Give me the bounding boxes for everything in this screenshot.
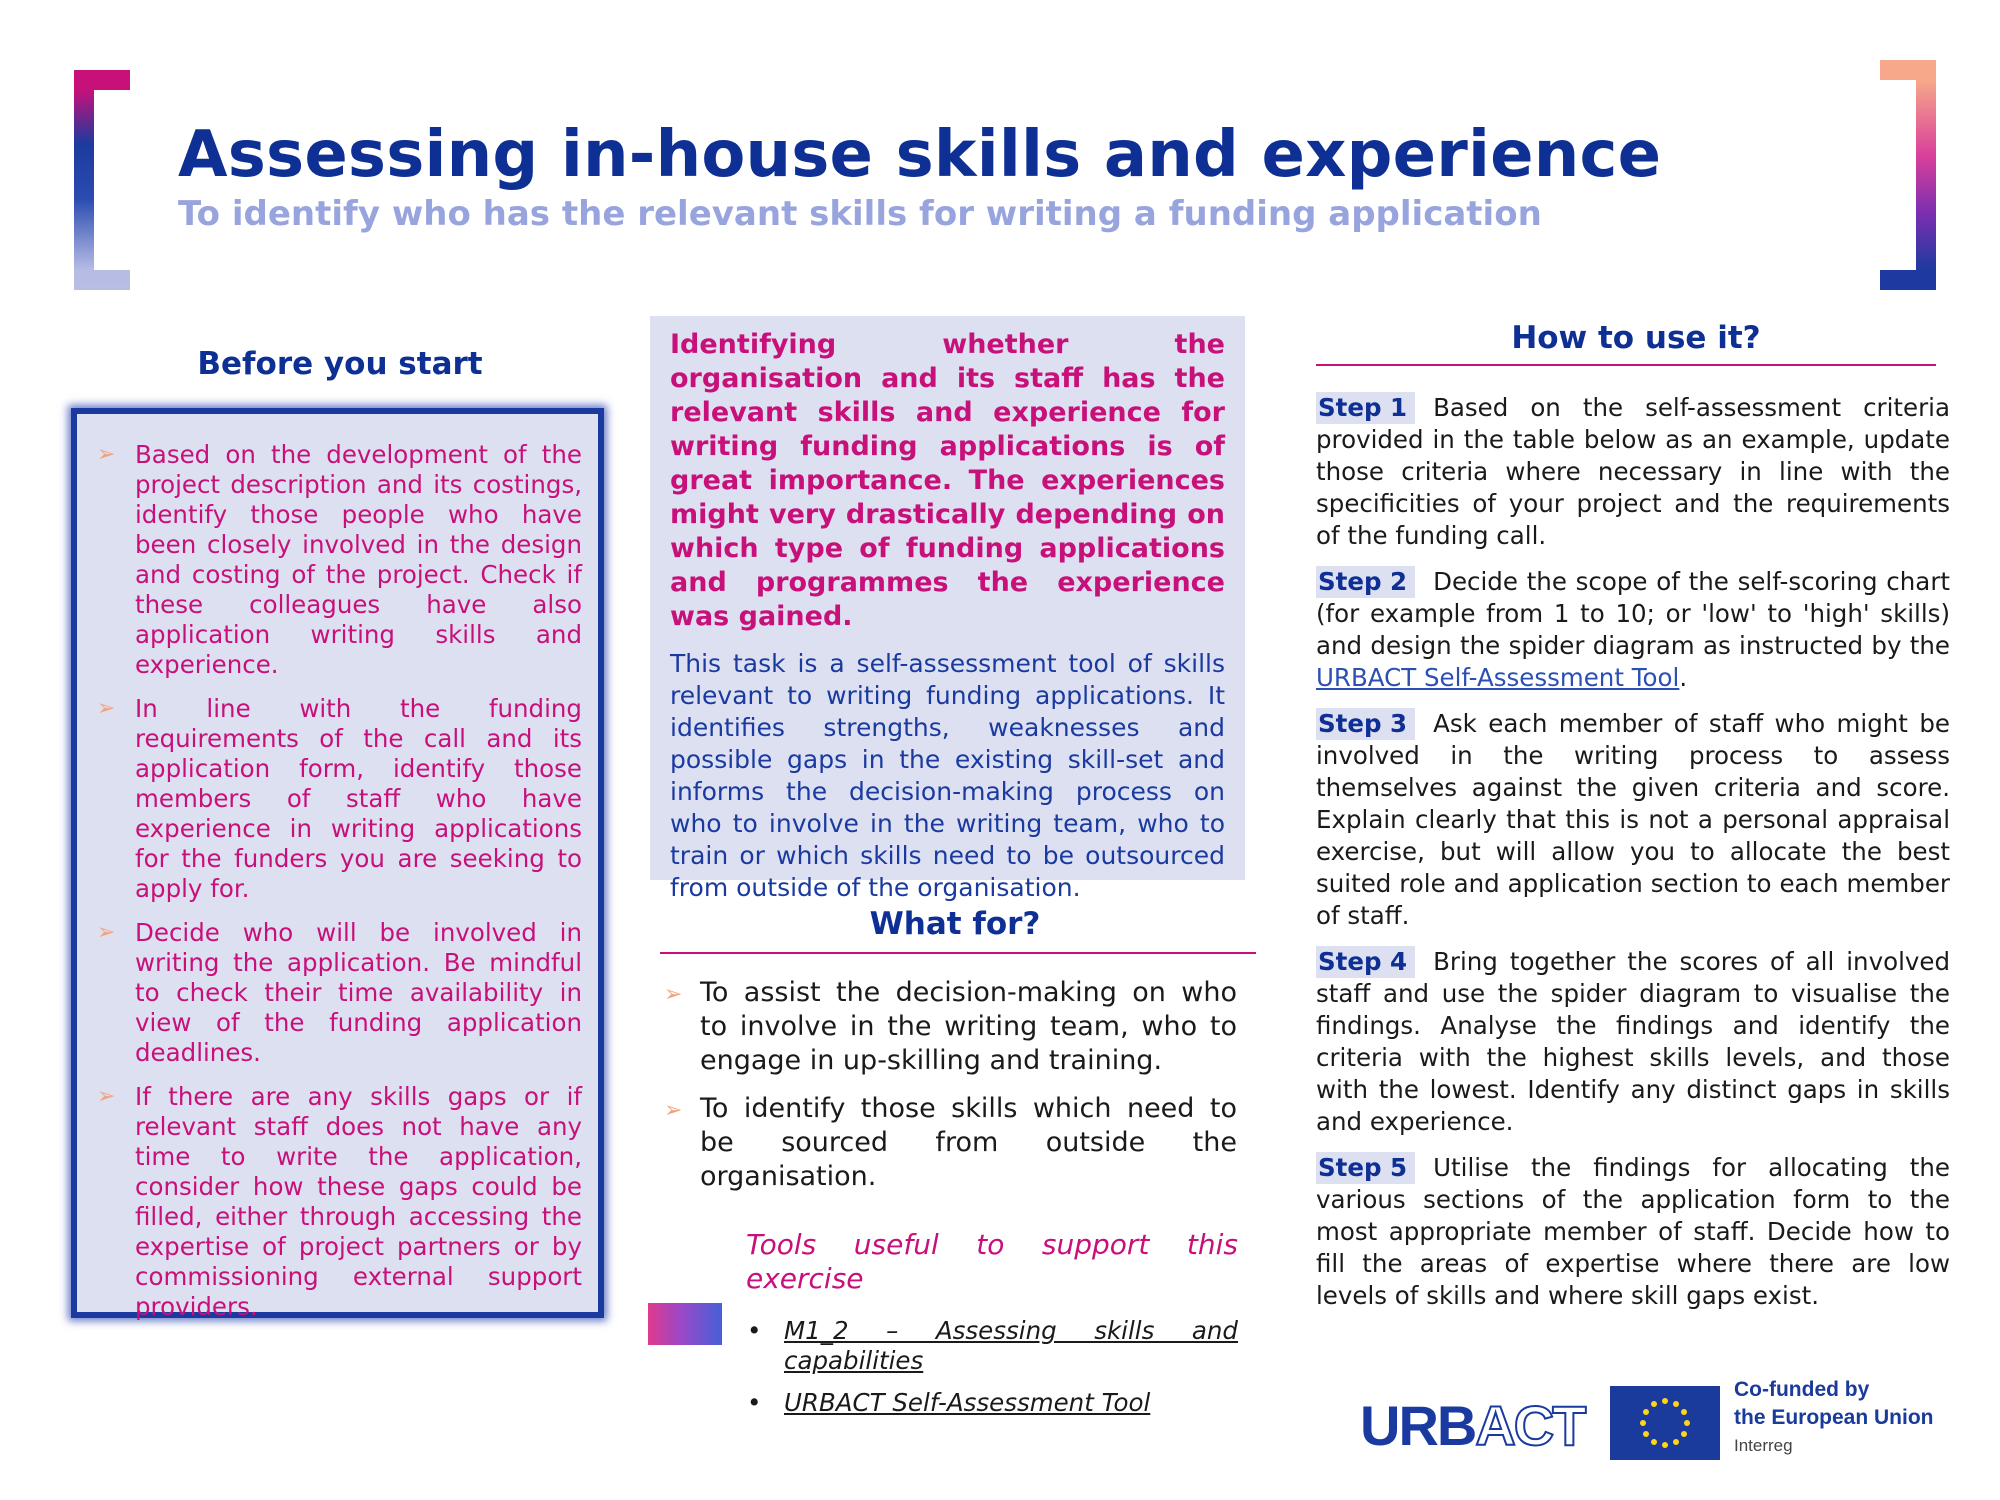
intro-text: This task is a self-assessment tool of skills relevant to writing funding applications. It identifies strengths, weaknesses and possible gaps in the existing skill-set and informs the decision-making process on who to involve in the writing team, who to train or which skills need to be outsourced from outside of the organisation. [670, 649, 1225, 902]
step-text-end: . [1679, 663, 1688, 692]
urbact-tool-link[interactable]: URBACT Self-Assessment Tool [1316, 663, 1680, 692]
what-for-divider [660, 952, 1256, 954]
tool-link[interactable]: M1_2 – Assessing skills and capabilities [784, 1316, 1238, 1375]
tool-link-item[interactable] [745, 1388, 1238, 1418]
what-for-item-text: To assist the decision-making on who to involve in the writing team, who to engage in up-skilling and training. [700, 977, 1237, 1076]
step-text: Utilise the findings for allocating the various sections of the application form to the most appropriate member of staff. Decide how to fill the areas of expertise where there are low levels of skills and where skill gaps exist. [1316, 1153, 1950, 1310]
step-item [1316, 566, 1950, 694]
what-for-item-text: To identify those skills which need to be sourced from outside the organisation. [700, 1093, 1237, 1192]
step-label: Step 4 [1316, 946, 1415, 978]
what-for-heading: What for? [869, 906, 1041, 942]
eu-flag-icon [1610, 1386, 1720, 1460]
list-item [664, 976, 1237, 1078]
arrow-bullet-icon: ➢ [664, 1098, 683, 1123]
step-item [1316, 946, 1950, 1138]
how-to-heading: How to use it? [1511, 320, 1761, 356]
step-text: Ask each member of staff who might be involved in the writing process to assess themselves against the given criteria and score. Explain clearly that this is not a personal appraisal exercise, but will allow you to allocate the best suited role and application section to each member of staff. [1316, 709, 1950, 930]
eu-cofunded-text: Co-funded by [1734, 1378, 1870, 1401]
step-label: Step 5 [1316, 1152, 1415, 1184]
step-label: Step 1 [1316, 392, 1415, 424]
what-for-list [664, 976, 1237, 1208]
before-item-text: Based on the development of the project description and its costings, identify those people who have been closely involved in the design and costing of the project. Check if these colleagues have also application writing skills and experience. [135, 440, 582, 679]
before-item-text: Decide who will be involved in writing the application. Be mindful to check their time availability in view of the funding application deadlines. [135, 918, 582, 1067]
arrow-bullet-icon: ➢ [97, 696, 116, 721]
step-item [1316, 1152, 1950, 1312]
arrow-bullet-icon: ➢ [664, 982, 683, 1007]
tool-link[interactable]: URBACT Self-Assessment Tool [784, 1388, 1151, 1417]
tools-list [745, 1316, 1238, 1430]
intro-box [650, 316, 1245, 902]
before-heading: Before you start [197, 346, 483, 382]
step-item [1316, 708, 1950, 932]
list-item [97, 918, 582, 1068]
urbact-logo-part2: ACT [1475, 1394, 1585, 1457]
urbact-logo-part1: URB [1360, 1394, 1476, 1457]
step-label: Step 3 [1316, 708, 1415, 740]
step-text: Bring together the scores of all involved staff and use the spider diagram to visualise the findings. Analyse the findings and identify the criteria with the highest skills levels, and those with the lowest. Identify any distinct gaps in skills and experience. [1316, 947, 1950, 1136]
step-item [1316, 392, 1950, 552]
list-item [664, 1092, 1237, 1194]
before-box [71, 408, 604, 1321]
before-item-text: If there are any skills gaps or if relevant staff does not have any time to write the application, consider how these gaps could be filled, either through accessing the expertise of project partners or by commissioning external support providers. [135, 1082, 582, 1321]
left-bracket-decoration [74, 70, 130, 290]
how-to-divider [1316, 364, 1936, 366]
bullet-dot-icon: • [747, 1316, 762, 1345]
urbact-logo [1360, 1393, 1584, 1458]
tools-gradient-icon [648, 1303, 722, 1345]
list-item [97, 1082, 582, 1322]
tools-heading: Tools useful to support this exercise [746, 1228, 1238, 1295]
step-text: Decide the scope of the self-scoring chart (for example from 1 to 10; or 'low' to 'high' skills) and design the spider diagram as instructed by the [1316, 567, 1950, 660]
right-bracket-decoration [1880, 60, 1936, 290]
arrow-bullet-icon: ➢ [97, 920, 116, 945]
tool-link-item[interactable] [745, 1316, 1238, 1376]
page-title: Assessing in-house skills and experience [178, 118, 1662, 192]
list-item [97, 440, 582, 680]
bullet-dot-icon: • [747, 1388, 762, 1417]
step-text: Based on the self-assessment criteria provided in the table below as an example, update those criteria where necessary in line with the specificities of your project and the requirements of the funding call. [1316, 393, 1950, 550]
eu-union-text: the European Union [1734, 1406, 1934, 1429]
before-item-text: In line with the funding requirements of the call and its application form, identify those members of staff who have experience in writing applications for the funders you are seeking to apply for. [135, 694, 582, 903]
list-item [97, 694, 582, 904]
steps-list [1316, 392, 1950, 1326]
intro-bold-text: Identifying whether the organisation and its staff has the relevant skills and experience for writing funding applications is of great importance. The experiences might very drastically depending on which type of funding applications and programmes the experience was gained. [670, 329, 1225, 632]
arrow-bullet-icon: ➢ [97, 442, 116, 467]
page-subtitle: To identify who has the relevant skills for writing a funding application [178, 194, 1542, 234]
before-list [97, 440, 582, 1322]
step-label: Step 2 [1316, 566, 1415, 598]
arrow-bullet-icon: ➢ [97, 1084, 116, 1109]
interreg-text: Interreg [1734, 1436, 1793, 1455]
